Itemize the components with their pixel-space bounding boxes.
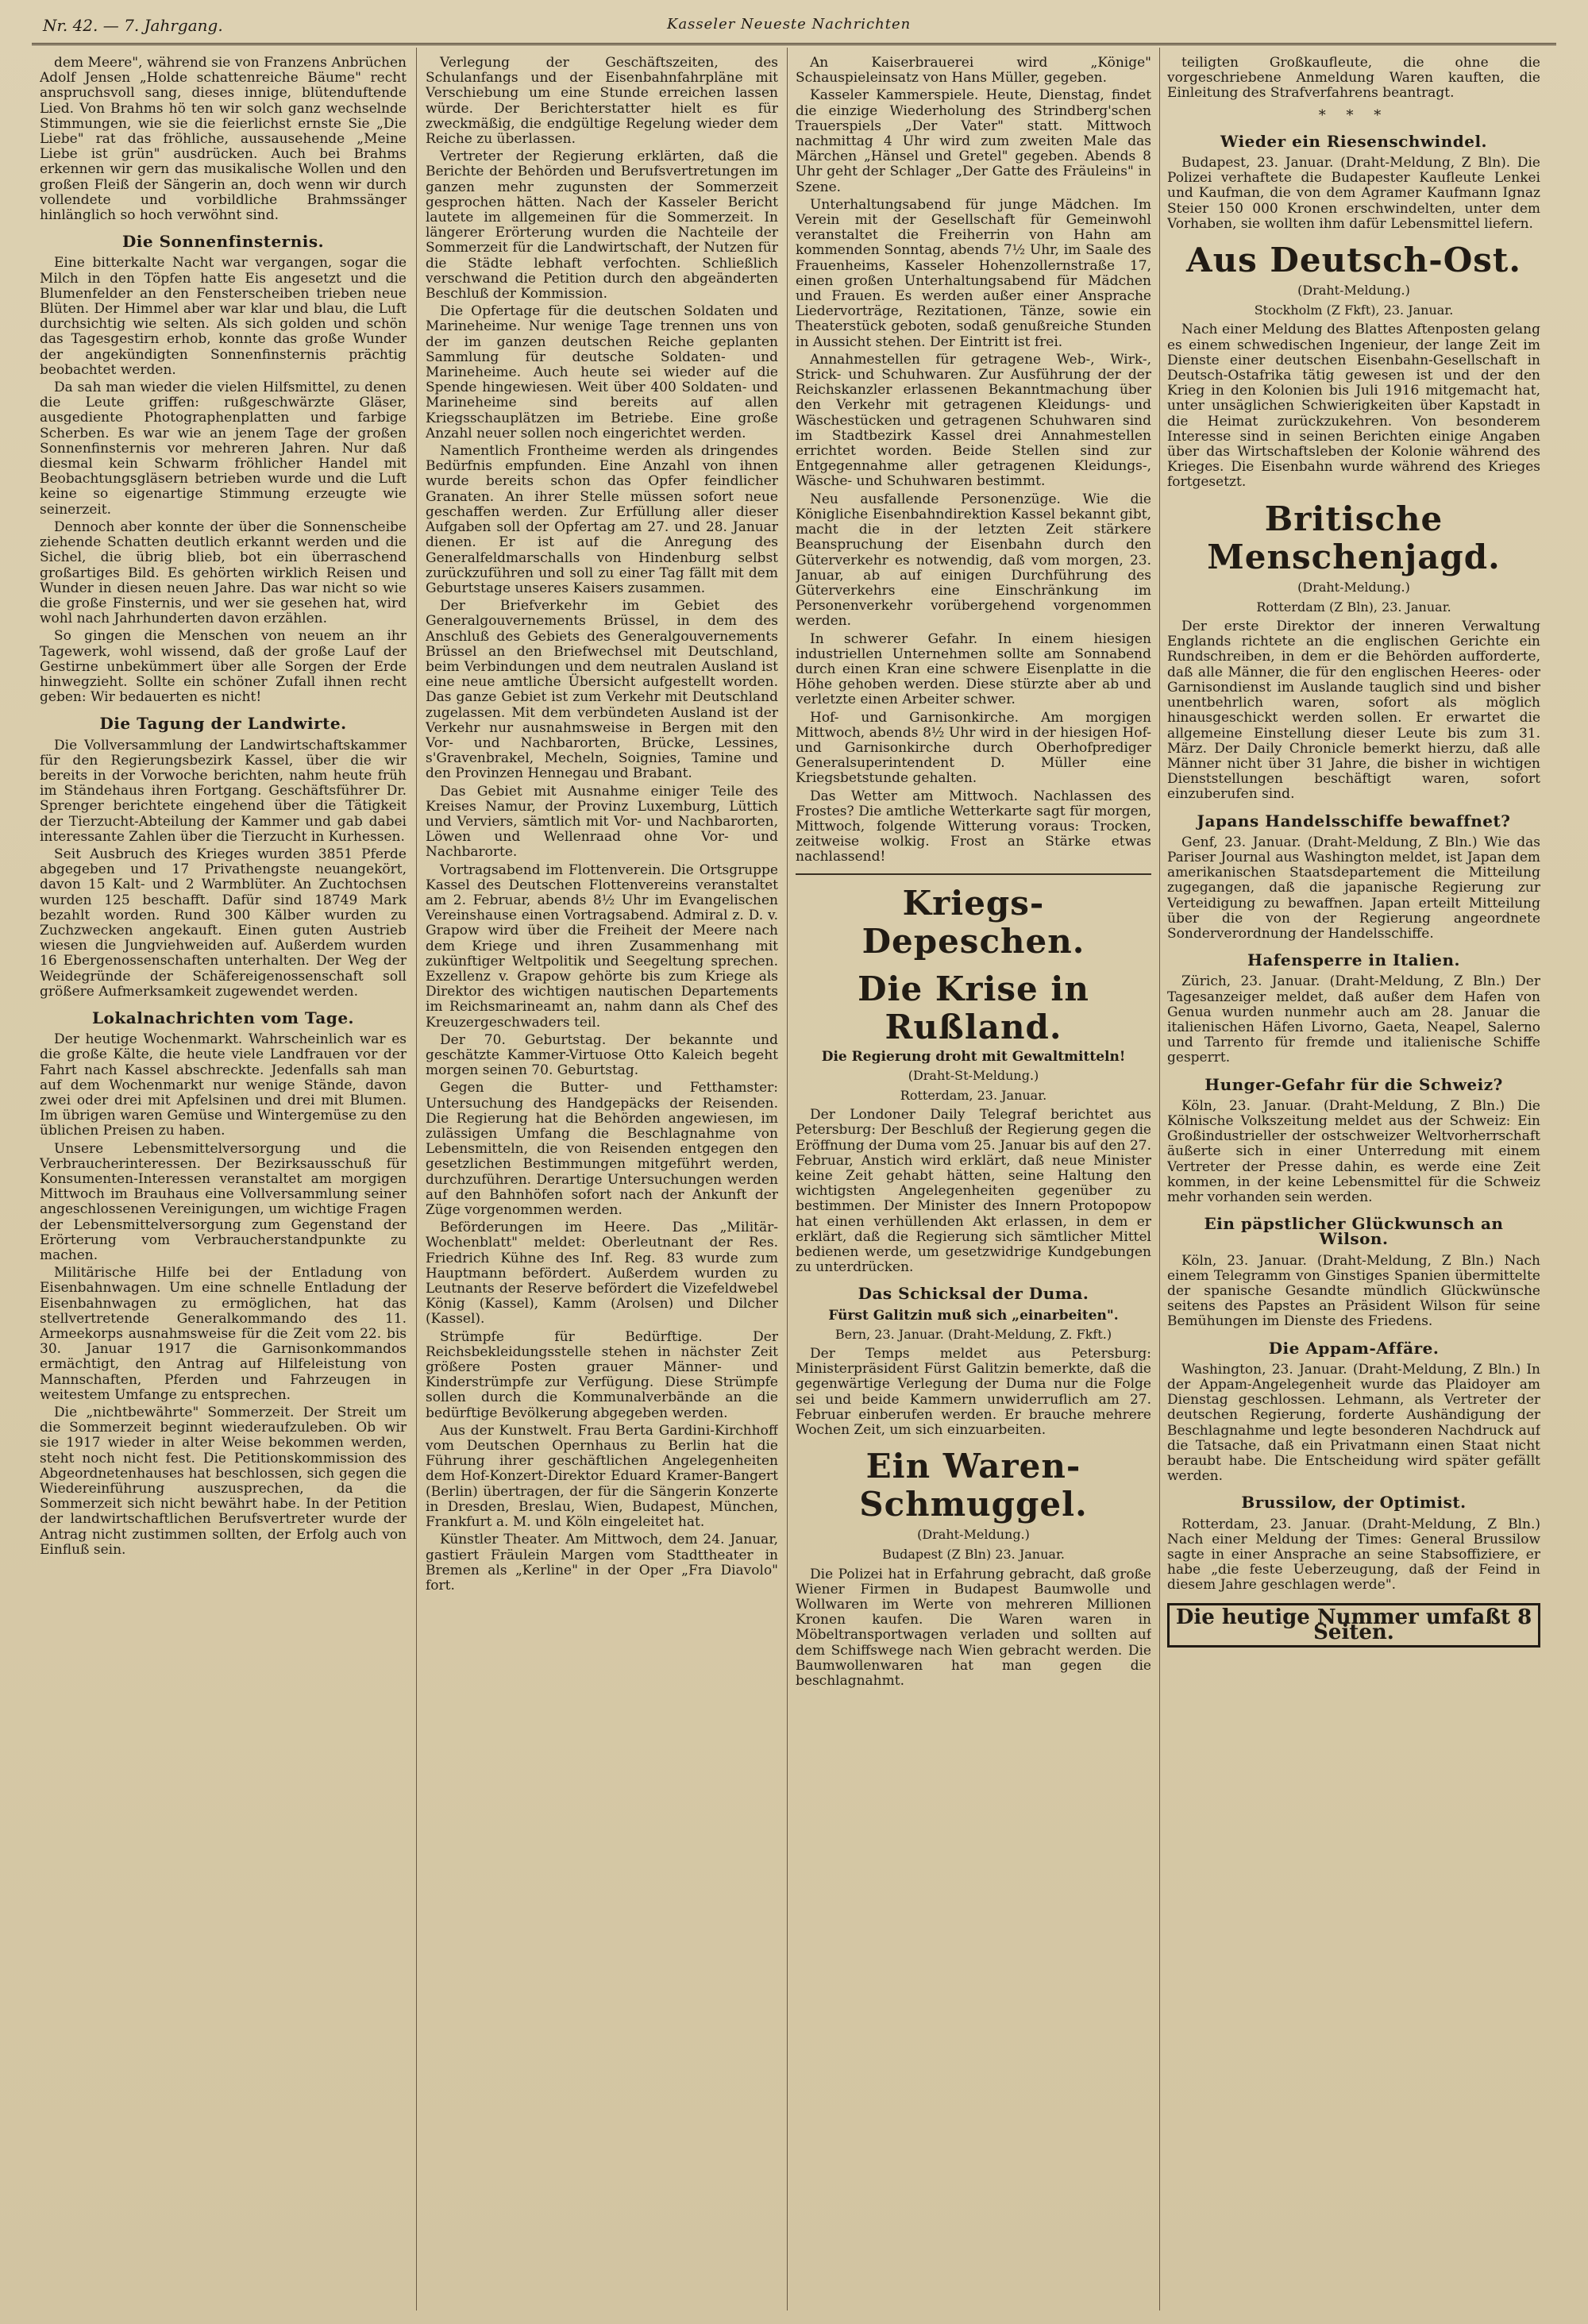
paragraph: Militärische Hilfe bei der Entladung von Eisenbahnwagen. Um eine schnelle Entladung der Eisenbahnwagen zu ermöglichen, hat das stellvertretende Generalkommando des 11. Armeekorps ausnahmsweise für die Zeit vom 22. bis 30. Januar 1917 die Garnisonkommandos ermächtigt, den Antrag auf Hilfeleistung von Mannschaften, Pferden und Fahrzeugen in weitestem Umfange zu entsprechen. [40,1265,407,1403]
meta-line: (Draht-Meldung.) [1297,283,1410,299]
paragraph: Der Londoner Daily Telegraf berichtet aus Petersburg: Der Beschluß der Regierung gegen die Eröffnung der Duma vom 25. Januar bis auf den 27. Februar, Anstich wird erklärt, daß neue Minister keine Zeit gehabt hätten, seine Haltung den wichtigsten Angelegenheiten gegenüber zu bestimmen. Der Minister des Innern Protopopow hat einen verhüllenden Akt erlassen, in dem er erklärt, daß die Regierung sich sämtlicher Mittel bedienen werde, um gesetzwidrige Kundgebungen zu unterdrücken. [796,1107,1151,1276]
divider [796,873,1151,875]
column-rule [787,48,788,2311]
paragraph: Seit Ausbruch des Krieges wurden 3851 Pferde abgegeben und 17 Privathengste neuangekört, davon 15 Kalt- und 2 Warmblüter. An Zuchtochsen wurden 125 beschafft. Dafür sind 18749 Mark bezahlt worden. Rund 300 Kälber wurden zu Zuchzwecken angekauft. Einen guten Austrieb wiesen die Jungviehweiden auf. Außerdem wurden 16 Ebergenossenschaften unterhalten. Der Weg der Weidegründe der Schäfereigenossenschaft soll größere Aufmerksamkeit zugewendet werden. [40,846,407,1000]
separator-stars: * * * [1318,106,1390,124]
paragraph: Namentlich Frontheime werden als dringendes Bedürfnis empfunden. Eine Anzahl von ihnen wurde bereits schon das Opfer feindlicher Granaten. An ihrer Stelle müssen sofort neue geschaffen werden. Zur Erfüllung aller dieser Aufgaben soll der Opfertag am 27. und 28. Januar dienen. Er ist auf die Anregung des Generalfeldmarschalls von Hindenburg selbst zurückzuführen und soll zu einer Tag fällt mit dem Geburtstage unseres Kaisers zusammen. [426,443,778,596]
paragraph: Die Opfertage für die deutschen Soldaten und Marineheime. Nur wenige Tage trennen uns von der im ganzen deutschen Reiche geplanten Sammlung für deutsche Soldaten- und Marineheime. Auch heute sei wieder auf die Spende hingewiesen. Weit über 400 Soldaten- und Marineheime sind bereits auf allen Kriegsschauplätzen im Betriebe. Eine große Anzahl neuer sollen noch eingerichtet werden. [426,303,778,441]
heading-sonnenfinsternis: Die Sonnenfinsternis. [121,232,325,252]
paragraph: Genf, 23. Januar. (Draht-Meldung, Z Bln.) Wie das Pariser Journal aus Washington meldet, ist Japan dem amerikanischen Staatsdepartement die Mitteilung zugegangen, daß die japanische Regierung zur Verteidigung zu bewaffnen. Japan erteilt Mitteilung über die von der Regierung angeordnete Sonderverordnung der Handelsschiffe. [1167,834,1540,942]
heading-menschenjagd: Britische Menschenjagd. [1207,499,1501,576]
paragraph: Dennoch aber konnte der über die Sonnenscheibe ziehende Schatten deutlich erkannt werden und die Sichel, die übrig blieb, bot ein überraschend großartiges Bild. Es gehörten wirklich Reisen und Wunder in diesen neuen Jahre. Das war nicht so wie die große Finsternis, und wer sie gesehen hat, wird wohl nach Jahrhunderten davon erzählen. [40,518,407,627]
paragraph: Annahmestellen für getragene Web-, Wirk-, Strick- und Schuhwaren. Zur Ausführung der der Reichskanzler erlassenen Bekanntmachung über den Verkehr mit getragenen Kleidungs- und Wäschestücken und getragenen Schuhwaren sind im Stadtbezirk Kassel drei Annahmestellen errichtet worden. Beide Stellen sind zur Entgegennahme aller getragenen Kleidungs-, Wäsche- und Schuhwaren bestimmt. [796,351,1151,490]
paragraph: Künstler Theater. Am Mittwoch, dem 24. Januar, gastiert Fräulein Margen vom Stadttheater in Bremen als „Kerline" in der Oper „Fra Diavolo" fort. [426,1532,778,1594]
paragraph: Der 70. Geburtstag. Der bekannte und geschätzte Kammer-Virtuose Otto Kaleich begeht morgen seinen 70. Geburtstag. [426,1031,778,1079]
paragraph: Strümpfe für Bedürftige. Der Reichsbekleidungsstelle stehen in nächster Zeit größere Posten grauer Männer- und Kinderstrümpfe zur Verfügung. Diese Strümpfe sollen durch die Kommunalverbände an die bedürftige Bevölkerung abgegeben werden. [426,1328,778,1421]
paragraph: Gegen die Butter- und Fetthamster: Untersuchung des Handgepäcks der Reisenden. Die Regierung hat die Behörden angewiesen, im zulässigen Umfang die Beschlagnahme von Lebensmitteln, die von Reisenden entgegen den gesetzlichen Bestimmungen mitgeführt werden, durchzuführen. Derartige Untersuchungen werden auf den Bahnhöfen sofort nach der Ankunft der Züge vorgenommen werden. [426,1080,778,1219]
paragraph: Unterhaltungsabend für junge Mädchen. Im Verein mit der Gesellschaft für Gemeinwohl veranstaltet die Freiherrin von Hahn am kommenden Sonntag, abends 7½ Uhr, im Saale des Frauenheims, Kasseler Hohenzollernstraße 17, einen großen Unterhaltungsabend für Mädchen und Frauen. Es werden außer einer Ansprache Liedervorträge, Rezitationen, Tänze, sowie ein Theaterstück geboten, sodaß genußreiche Stunden in Aussicht stehen. Der Eintritt ist frei. [796,196,1151,350]
paragraph: So gingen die Menschen von neuem an ihr Tagewerk, wohl wissend, daß der große Lauf der Gestirne unbekümmert über alle Sorgen der Erde hinwegzieht. Sollte ein schöner Zufall ihnen recht geben: Wir bedauerten es nicht! [40,628,407,706]
column-1 [40,56,407,2311]
paragraph: teiligten Großkaufleute, die ohne die vorgeschriebene Anmeldung Waren kauften, die Einleitung des Strafverfahrens beantragt. [1167,56,1540,102]
subheading: Die Regierung droht mit Gewaltmitteln! [821,1048,1126,1065]
paragraph: Der heutige Wochenmarkt. Wahrscheinlich war es die große Kälte, die heute viele Landfrauen vor der Fahrt nach Kassel abschreckte. Jedenfalls sah man auf dem Wochenmarkt nur wenige Stände, davon zwei oder drei mit Apfelsinen und drei mit Blumen. Im übrigen waren Gemüse und Wintergemüse zu den üblichen Preisen zu haben. [40,1031,407,1139]
paragraph: Die Vollversammlung der Landwirtschaftskammer für den Regierungsbezirk Kassel, über die wir bereits in der Vorwoche berichten, nahm heute früh im Ständehaus ihren Fortgang. Geschäftsführer Dr. Sprenger berichtete eingehend über die Tätigkeit der Tierzucht-Abteilung der Kammer und gab dabei interessante Zahlen über die Tierzucht in Kurhessen. [40,737,407,845]
paragraph: Beförderungen im Heere. Das „Militär-Wochenblatt" meldet: Oberleutnant der Res. Friedrich Kühne des Inf. Reg. 83 wurde zum Hauptmann befördert. Außerdem wurden zu Leutnants der Reserve befördert die Vizefeldwebel König (Kassel), Kamm (Arolsen) und Dilcher (Kassel). [426,1220,778,1328]
paragraph: Köln, 23. Januar. (Draht-Meldung, Z Bln.) Nach einem Telegramm von Ginstiges Spanien übermittelte der spanische Gesandte mündlich Glückwünsche seitens des Papstes an Präsident Wilson für seine Bemühungen im Dienste des Friedens. [1167,1252,1540,1330]
paragraph: Hof- und Garnisonkirche. Am morgigen Mittwoch, abends 8½ Uhr wird in der hiesigen Hof- und Garnisonkirche durch Oberhofprediger Generalsuperintendent D. Müller eine Kriegsbetstunde gehalten. [796,709,1151,787]
column-rule [416,48,417,2311]
heading-deutsch-ost: Aus Deutsch-Ost. [1186,241,1521,280]
paragraph: Nach einer Meldung des Blattes Aftenposten gelang es einem schwedischen Ingenieur, der lange Zeit im Dienste einer deutschen Eisenbahn-Gesellschaft in Deutsch-Ostafrika tätig gewesen ist und der den Krieg in den Kolonien bis Juli 1916 mitgemacht hat, unter unsäglichen Schwierigkeiten über Kapstadt in die Heimat zurückzukehren. Von besonderem Interesse sind in seinen Berichten einige Angaben über das Wirtschaftsleben der Kolonie während des Krieges. Die Eisenbahn wurde während des Krieges fortgesetzt. [1167,322,1540,491]
paragraph: Unsere Lebensmittelversorgung und die Verbraucherinteressen. Der Bezirksausschuß für Konsumenten-Interessen veranstaltet am morgigen Mittwoch im Brauhaus eine Vollversammlung seiner angeschlossenen Vereinigungen, um wichtige Fragen der Lebensmittelversorgung zum Gegenstand der Erörterung vom Verbraucherstandpunkte zu machen. [40,1140,407,1264]
paragraph: Die „nichtbewährte" Sommerzeit. Der Streit um die Sommerzeit beginnt wiederaufzuleben. Ob wir sie 1917 wieder in alter Weise bekommen werden, steht noch nicht fest. Die Petitionskommission des Abgeordnetenhauses hat beschlossen, sich gegen die Wiedereinführung auszusprechen, da die Sommerzeit sich nicht bewährt habe. In der Petition der landwirtschaftlichen Berufsvertreter wurde der Antrag nicht zustimmen sollten, der Erfolg auch von Einfluß sein. [40,1405,407,1558]
column-rule [1159,48,1160,2311]
heading-hunger-gefahr: Hunger-Gefahr für die Schweiz? [1204,1074,1503,1094]
paragraph: Köln, 23. Januar. (Draht-Meldung, Z Bln.) Die Kölnische Volkszeitung meldet aus der Schweiz: Ein Großindustrieller der ostschweizer Weltvorherrschaft äußerte sich in einer Unterredung mit einem Vertreter der Presse dahin, es werde eine Zeit kommen, in der keine Lebensmittel für die Schweiz mehr vorhanden sein werden. [1167,1097,1540,1205]
paragraph: Der erste Direktor der inneren Verwaltung Englands richtete an die englischen Gerichte ein Rundschreiben, in dem er die Behörden aufforderte, daß alle Männer, die für den englischen Heeres- oder Garnisondienst im Auslande tauglich sind und bisher unentbehrlich waren, sofort als möglich hinausgeschickt werden sollen. Er erwartet die allgemeine Einstellung dieser Leute bis zum 31. März. Der Daily Chronicle bemerkt hierzu, daß alle Männer nicht über 31 Jahre, die bisher in wichtigen Dienststellungen beschäftigt waren, sofort einzuberufen sind. [1167,619,1540,803]
heading-kriegs-depeschen: Kriegs-Depeschen. [861,883,1085,961]
paragraph: An Kaiserbrauerei wird „Könige" Schauspieleinsatz von Hans Müller, gegeben. [796,56,1151,87]
paragraph: Das Gebiet mit Ausnahme einiger Teile des Kreises Namur, der Provinz Luxemburg, Lüttich und Verviers, sämtlich mit Vor- und Nachbarorten, Löwen und Wellenraad ohne Vor- und Nachbarorte. [426,783,778,861]
issue-number: Nr. 42. — 7. Jahrgang. [43,16,223,35]
paragraph: Kasseler Kammerspiele. Heute, Dienstag, findet die einzige Wiederholung des Strindberg'schen Trauerspiels „Der Vater" statt. Mittwoch nachmittag 4 Uhr wird zum zweiten Male das Märchen „Hänsel und Gretel" gegeben. Abends 8 Uhr geht der Schlager „Der Gatte des Fräuleins" in Szene. [796,87,1151,195]
heading-hafensperre: Hafensperre in Italien. [1247,950,1461,970]
paragraph: Eine bitterkalte Nacht war vergangen, sogar die Milch in den Töpfen hatte Eis angesetzt und die Blumenfelder an den Fensterscheiben trieben neue Blüten. Der Himmel aber war klar und blau, die Luft durchsichtig wie selten. Als sich golden und schön das Tagesgestirn erhob, konnte das große Wunder der angekündigten Sonnenfinsternis prächtig beobachtet werden. [40,255,407,378]
heading-brussilow: Brussilow, der Optimist. [1241,1493,1467,1513]
paragraph: Da sah man wieder die vielen Hilfsmittel, zu denen die Leute griffen: rußgeschwärzte Gläser, ausgediente Photographenplatten und farbige Scherben. Es war wie an jenem Tage der großen Sonnenfinsternis vor mehreren Jahren. Nur daß diesmal kein Schwarm fröhlicher Handel mit Beobachtungsgläsern betrieben wurde und die Luft keine so eigenartige Stimmung erzeugte wie seinerzeit. [40,380,407,518]
paragraph: Der Temps meldet aus Petersburg: Ministerpräsident Fürst Galitzin bemerkte, daß die gegenwärtige Verlegung der Duma nur die Folge sei und beide Kammern unwiderruflich am 27. Februar einberufen werden. Er brauche mehrere Wochen Zeit, um sich einzuarbeiten. [796,1346,1151,1439]
column-4 [1167,56,1540,2311]
heading-japan: Japans Handelsschiffe bewaffnet? [1197,811,1511,831]
heading-landwirte: Die Tagung der Landwirte. [99,714,347,734]
paragraph: Das Wetter am Mittwoch. Nachlassen des Frostes? Die amtliche Wetterkarte sagt für morgen, Mittwoch, folgende Witterung voraus: Trocken, zeitweise wolkig. Frost an Stärke etwas nachlassend! [796,788,1151,865]
column-3 [796,56,1151,2311]
dateline: Rotterdam (Z Bln), 23. Januar. [1256,599,1451,615]
paragraph: Vertreter der Regierung erklärten, daß die Berichte der Behörden und Berufsvertretungen im ganzen mehr zugunsten der Sommerzeit gesprochen hätten. Nach der Kasseler Bericht lautete im allgemeinen für die Sommerzeit. In längerer Erörterung wurden die Nachteile der Sommerzeit für die Landwirtschaft, der Nutzen für die Städte lebhaft verfochten. Schließlich verschwand die Petition durch den abgeänderten Beschluß der Kommission. [426,148,778,303]
paragraph: Verlegung der Geschäftszeiten, des Schulanfangs und der Eisenbahnfahrpläne mit Verschiebung um eine Stunde erreichen lassen würde. Der Berichterstatter hielt es für zweckmäßig, die endgültige Regelung wieder dem Reiche zu überlassen. [426,56,778,148]
heading-gluckwunsch: Ein päpstlicher Glückwunsch an Wilson. [1204,1214,1504,1249]
paragraph: Zürich, 23. Januar. (Draht-Meldung, Z Bln.) Der Tagesanzeiger meldet, daß außer dem Hafen von Genua wurden nunmehr auch am 28. Januar die italienischen Häfen Livorno, Gaeta, Neapel, Salerno und Tarrento für fremde und italienische Schiffe gesperrt. [1167,973,1540,1066]
heading-riesenschwindel: Wieder ein Riesenschwindel. [1220,131,1488,151]
heading-lokalnachrichten: Lokalnachrichten vom Tage. [91,1008,355,1027]
meta-line: (Draht-Meldung.) [1297,579,1410,595]
page-header [32,11,1556,45]
heading-schicksal-duma: Das Schicksal der Duma. [858,1284,1089,1304]
paragraph: Die Polizei hat in Erfahrung gebracht, daß große Wiener Firmen in Budapest Baumwolle und Wollwaren im Werte von mehreren Millionen Kronen kaufen. Die Waren waren in Möbeltransportwagen verladen und sollten auf dem Schiffswege nach Wien gebracht werden. Die Baumwollenwaren hat man gegen die beschlagnahmt. [796,1566,1151,1690]
footer-notice: Die heutige Nummer umfaßt 8 Seiten. [1167,1603,1540,1648]
meta-line: (Draht-St-Meldung.) [908,1067,1039,1083]
heading-appam: Die Appam-Affäre. [1268,1338,1440,1358]
paragraph: Budapest, 23. Januar. (Draht-Meldung, Z Bln). Die Polizei verhaftete die Budapester Kaufleute Lenkei und Kaufman, die von dem Agramer Kaufmann Ignaz Steier 150 000 Kronen erschwindelten, unter dem Vorhaben, sie wollten ihm dafür Lebensmittel liefern. [1167,155,1540,232]
column-2 [426,56,778,2311]
heading-krise-russland: Die Krise in Rußland. [858,969,1089,1046]
paragraph: Vortragsabend im Flottenverein. Die Ortsgruppe Kassel des Deutschen Flottenvereins veranstaltet am 2. Februar, abends 8½ Uhr im Evangelischen Vereinshause einen Vortragsabend. Admiral z. D. v. Grapow wird über die Freiheit der Meere nach dem Kriege und ihren Zusammenhang mit zukünftiger Weltpolitik und Seegeltung sprechen. Exzellenz v. Grapow gehörte bis zum Kriege als Direktor des wichtigen nautischen Departements im Reichsmarineamt an, nahm dann als Chef des Kreuzergeschwaders teil. [426,861,778,1031]
paragraph: dem Meere", während sie von Franzens Anbrüchen Adolf Jensen „Holde schattenreiche Bäume" recht anspruchsvoll sang, dieses innige, blütenduftende Lied. Von Brahms hö ten wir solch ganz wechselnde Stimmungen, wie sie die feierlichst ernste Sie „Die Liebe" rat das fröhliche, aussausehende „Meine Liebe ist grün" ausdrücken. Auch bei Brahms erkennen wir gern das musikalische Wollen und den großen Fleiß der Sängerin an, doch wenn wir durch vollendete und vorbildliche Brahmssänger hinlänglich so hoch verwöhnt sind. [40,56,407,224]
paper-name: Kasseler Neueste Nachrichten [667,16,912,33]
dateline: Stockholm (Z Fkft), 23. Januar. [1254,303,1454,318]
paragraph: Washington, 23. Januar. (Draht-Meldung, Z Bln.) In der Appam-Angelegenheit wurde das Plaidoyer am Dienstag geschlossen. Lehmann, als Vertreter der deutschen Regierung, forderte Aushändigung der Beschlagnahme und legte besonderen Nachdruck auf die Tatsache, daß ein Privatmann einen Staat nicht beraubt habe. Die Entscheidung wird später gefällt werden. [1167,1361,1540,1485]
paragraph: Neu ausfallende Personenzüge. Wie die Königliche Eisenbahndirektion Kassel bekannt gibt, macht die in der letzten Zeit stärkere Beanspruchung der Eisenbahn durch den Güterverkehr es notwendig, daß vom morgen, 23. Januar, ab auf einigen Durchführung des Güterverkehrs eine Einschränkung im Personenverkehr vorübergehend vorgenommen werden. [796,491,1151,630]
dateline: Rotterdam, 23. Januar. [900,1087,1047,1103]
paragraph: In schwerer Gefahr. In einem hiesigen industriellen Unternehmen sollte am Sonnabend durch einen Kran eine schwere Eisenplatte in die Höhe gehoben werden. Diese stürzte aber ab und verletzte einen Arbeiter schwer. [796,630,1151,708]
dateline: Bern, 23. Januar. (Draht-Meldung, Z. Fkft.) [834,1326,1112,1342]
heading-waren-schmuggel: Ein Waren-Schmuggel. [859,1447,1088,1524]
paragraph: Aus der Kunstwelt. Frau Berta Gardini-Kirchhoff vom Deutschen Opernhaus zu Berlin hat die Führung ihrer geschäftlichen Angelegenheiten dem Hof-Konzert-Direktor Eduard Kramer-Bangert (Berlin) übertragen, der für die Sängerin Konzerte in Dresden, Breslau, Wien, Budapest, München, Frankfurt a. M. und Köln eingeleitet hat. [426,1422,778,1531]
paragraph: Der Briefverkehr im Gebiet des Generalgouvernements Brüssel, in dem des Anschluß des Gebiets des Generalgouvernements Brüssel an den Briefwechsel mit Deutschland, beim Verbindungen und dem neutralen Ausland ist eine neue amtliche Übersicht aufgestellt worden. Das ganze Gebiet ist zum Verkehr mit Deutschland zugelassen. Mit dem verbündeten Ausland ist der Verkehr nur ausnahmsweise in Bergen mit den Vor- und Nachbarorten, Brücke, Lessines, s'Gravenbrakel, Mecheln, Soignies, Tamine und den Provinzen Hennegau und Brabant. [426,598,778,782]
paragraph: Rotterdam, 23. Januar. (Draht-Meldung, Z Bln.) Nach einer Meldung der Times: General Brussilow sagte in einer Ansprache an seine Stabsoffiziere, er habe „die feste Ueberzeugung, daß der Feind in diesem Jahre geschlagen werde". [1167,1516,1540,1594]
dateline: Budapest (Z Bln) 23. Januar. [882,1547,1065,1563]
meta-line: (Draht-Meldung.) [917,1527,1030,1543]
subheading: Fürst Galitzin muß sich „einarbeiten". [828,1307,1119,1324]
